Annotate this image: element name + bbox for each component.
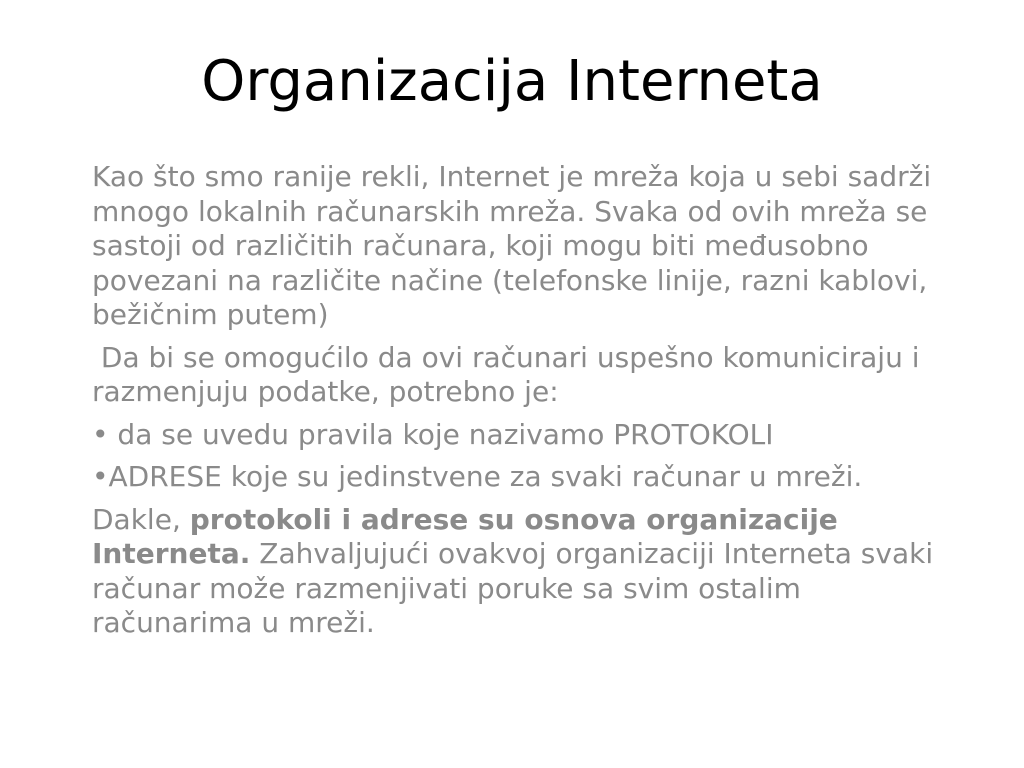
intro-paragraph: Kao što smo ranije rekli, Internet je mreža koja u sebi sadrži mnogo lokalnih računarskih mreža. Svaka od ovih mreža se sastoji od različitih računara, koji mogu biti međusobno povezani na različite načine (telefonske linije, razni kablovi, bežičnim putem) xyxy=(92,160,932,331)
conclusion-paragraph xyxy=(92,503,942,641)
requirement-paragraph: Da bi se omogućilo da ovi računari uspešno komuniciraju i razmenjuju podatke, potrebno je: xyxy=(92,340,929,408)
protocols-bullet: • da se uvedu pravila koje nazivamo PROTOKOLI xyxy=(92,417,774,451)
conclusion-start: Dakle, xyxy=(92,502,190,536)
conclusion-end: Zahvaljujući ovakvoj organizaciji Interneta svaki računar može razmenjivati poruke sa svim ostalim računarima u mreži. xyxy=(92,537,934,639)
slide-body xyxy=(92,160,942,649)
conclusion-emphasis: protokoli i adrese su osnova organizacije Interneta. xyxy=(92,502,838,570)
addresses-bullet: •ADRESE koje su jedinstvene za svaki računar u mreži. xyxy=(92,460,863,493)
slide-title: Organizacija Interneta xyxy=(201,49,823,114)
